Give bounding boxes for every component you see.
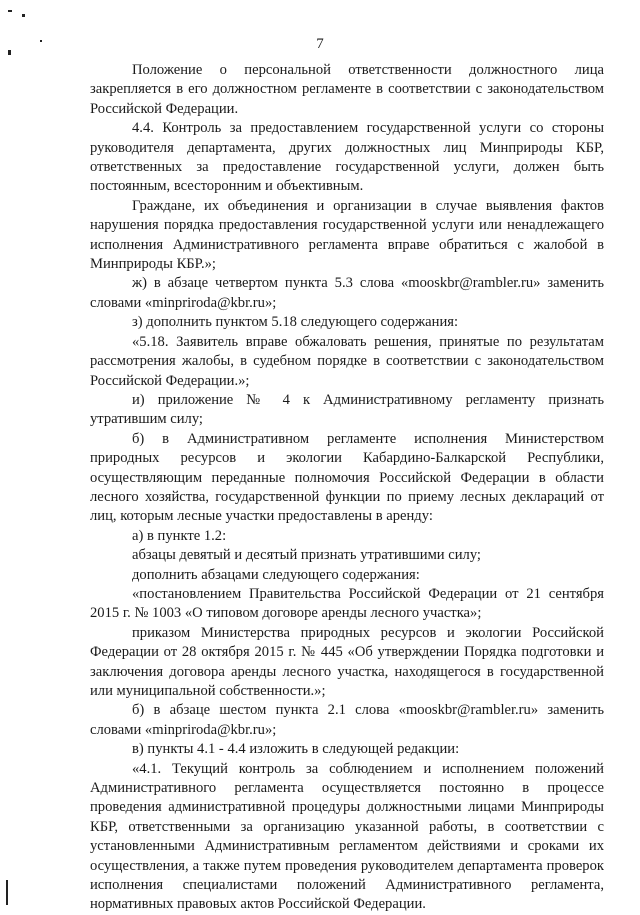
paragraph: «5.18. Заявитель вправе обжаловать решения, принятые по результатам рассмотрения жалобы, в судебном порядке в соответствии с законодательством Российской Федерации.»; bbox=[90, 333, 604, 389]
scan-speck bbox=[22, 14, 25, 17]
scan-speck bbox=[8, 10, 12, 12]
paragraph: Граждане, их объединения и организации в случае выявления фактов нарушения порядка предоставления государственной услуги или ненадлежащего исполнения Административного регламента вправе обратиться с жалобой в Минприроды КБР.»; bbox=[90, 197, 604, 273]
paragraph: в) пункты 4.1 - 4.4 изложить в следующей редакции: bbox=[132, 741, 460, 758]
paragraph: Положение о персональной ответственности должностного лица закрепляется в его должностном регламенте в соответствии с законодательством Российской Федерации. bbox=[90, 62, 604, 117]
document-body bbox=[90, 61, 604, 915]
paragraph: абзацы девятый и десятый признать утратившими силу; bbox=[132, 547, 481, 564]
paragraph: приказом Министерства природных ресурсов и экологии Российской Федерации от 28 октября 2015 г. № 445 «Об утверждении Порядка подготовки и заключения договора аренды лесного участка, находящегося в государственной или муниципальной собственности.»; bbox=[90, 624, 604, 699]
paragraph: 4.4. Контроль за предоставлением государственной услуги со стороны руководителя департамента, других должностных лиц Минприроды КБР, ответственных за предоставление государственной услуги, должен быть постоянным, всесторонним и объективным. bbox=[90, 120, 604, 195]
paragraph: и) приложение № 4 к Административному регламенту признать утратившим силу; bbox=[90, 391, 604, 428]
paragraph: «4.1. Текущий контроль за соблюдением и исполнением положений Административного регламента осуществляется постоянно в процессе проведения административной процедуры должностными лицами Минприроды КБР, ответственными за организацию указанной работы, в соответствии с установленными Административным регламентом действиями и сроками их осуществления, а также путем проведения руководителем департамента проверок исполнения специалистами положений Административного регламента, нормативных правовых актов Российской Федерации. bbox=[90, 760, 604, 913]
scan-edge-mark bbox=[6, 880, 8, 905]
paragraph: з) дополнить пунктом 5.18 следующего содержания: bbox=[132, 314, 459, 331]
paragraph: б) в абзаце шестом пункта 2.1 слова «mooskbr@rambler.ru» заменить словами «minpriroda@kbr.ru»; bbox=[90, 702, 604, 738]
paragraph: а) в пункте 1.2: bbox=[132, 527, 227, 544]
paragraph: б) в Административном регламенте исполнения Министерством природных ресурсов и экологии Кабардино-Балкарской Республики, осуществляющим переданные полномочия Российской Федерации в области лесного хозяйства, государственной функции по приему лесных деклараций от лиц, которым лесные участки предоставлены в аренду: bbox=[90, 430, 604, 525]
paragraph: ж) в абзаце четвертом пункта 5.3 слова «mooskbr@rambler.ru» заменить словами «minpriroda@kbr.ru»; bbox=[90, 275, 604, 311]
paragraph: «постановлением Правительства Российской Федерации от 21 сентября 2015 г. № 1003 «О типовом договоре аренды лесного участка»; bbox=[90, 585, 604, 622]
paragraph: дополнить абзацами следующего содержания: bbox=[132, 566, 420, 583]
page-number: 7 bbox=[316, 36, 324, 52]
